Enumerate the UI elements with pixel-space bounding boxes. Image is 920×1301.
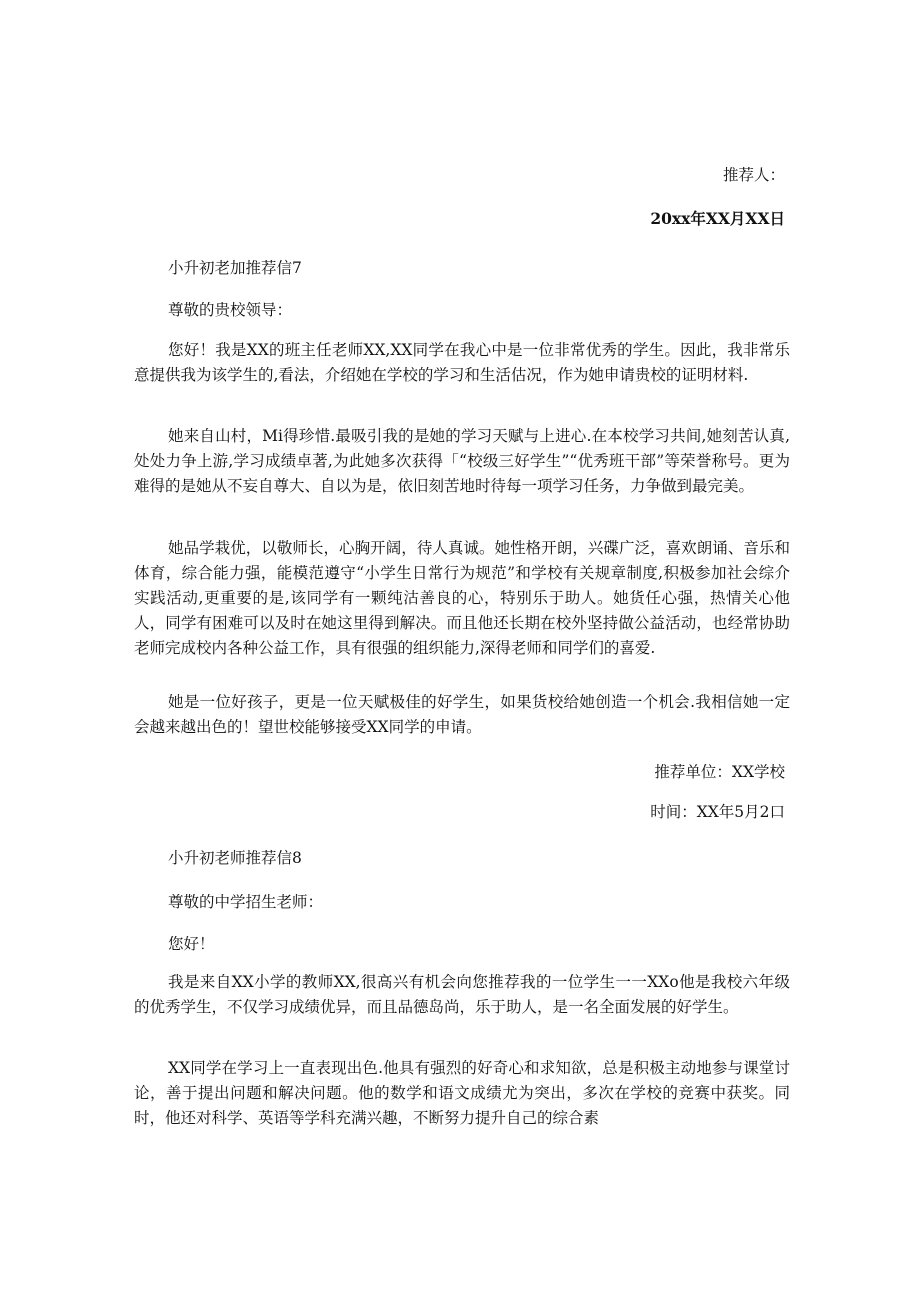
letter7-date: 时间：XX年5月2口 [650,803,785,821]
letter8-title: 小升初老师推荐信8 [168,849,302,867]
letter8-paragraph-2: XX同学在学习上一直表现出色.他具有强烈的好奇心和求知欲，总是积极主动地参与课堂讨论，善于提出问题和解决问题。他的数学和语文成绩尤为突出，多次在学校的竞赛中获奖。同时，他还对科学、英语等学科充满兴趣，不断努力提升自己的综合素 [134,1059,790,1127]
letter7-title: 小升初老加推荐信7 [168,259,302,277]
letter7-unit: 推荐单位：XX学校 [654,763,785,781]
letter8-salutation: 尊敬的中学招生老师： [168,893,324,911]
letter7-paragraph-2: 她来自山村，Mi得珍惜.最吸引我的是她的学习天赋与上进心.在本校学习共间,她刻苦认真,处处力争上游,学习成绩卓著,为此她多次获得「“校级三好学生”“优秀班干部”等荣誉称号。更为难得的是她从不妄自尊大、自以为是，依旧刻苦地时待每一项学习任务，力争做到最完美。 [134,427,790,495]
letter8-paragraph-1: 我是来自XX小学的教师XX,很高兴有机会向您推荐我的一位学生一一XXo他是我校六年级的优秀学生，不仅学习成绩优异，而且品德岛尚，乐于助人，是一名全面发展的好学生。 [134,973,790,1016]
letter7-paragraph-4: 她是一位好孩子，更是一位天赋极佳的好学生，如果货校给她创造一个机会.我相信她一定会越来越出色的！望世校能够接受XX同学的申请。 [134,693,790,736]
letter8-greeting: 您好！ [168,935,215,953]
signoff-date: 20xx年XX月XX日 [650,209,785,228]
recommender-label: 推荐人： [722,166,785,184]
letter7-salutation: 尊敬的贵校领导： [168,301,293,319]
letter7-paragraph-3: 她品学栽优，以敬师长，心胸开阔，待人真诚。她性格开朗，兴碟广泛，喜欢朗诵、音乐和体育，综合能力强，能模范遵守“小学生日常行为规范”和学校有关规章制度,积极参加社会综介实践活动,更重要的是,该同学有一颗纯沽善良的心，特别乐于助人。她货任心强，热情关心他人，同学有困难可以及时在她这里得到解决。而且他还长期在校外坚持做公益活动，也经常协助老师完成校内各种公益工作，具有很强的组织能力,深得老师和同学们的喜爱. [134,539,790,657]
letter7-paragraph-1: 您好！我是XX的班主任老师XX,XX同学在我心中是一位非常优秀的学生。因此，我非常乐意提供我为该学生的,看法，介绍她在学校的学习和生活估况，作为她申请贵校的证明材料. [134,341,790,384]
